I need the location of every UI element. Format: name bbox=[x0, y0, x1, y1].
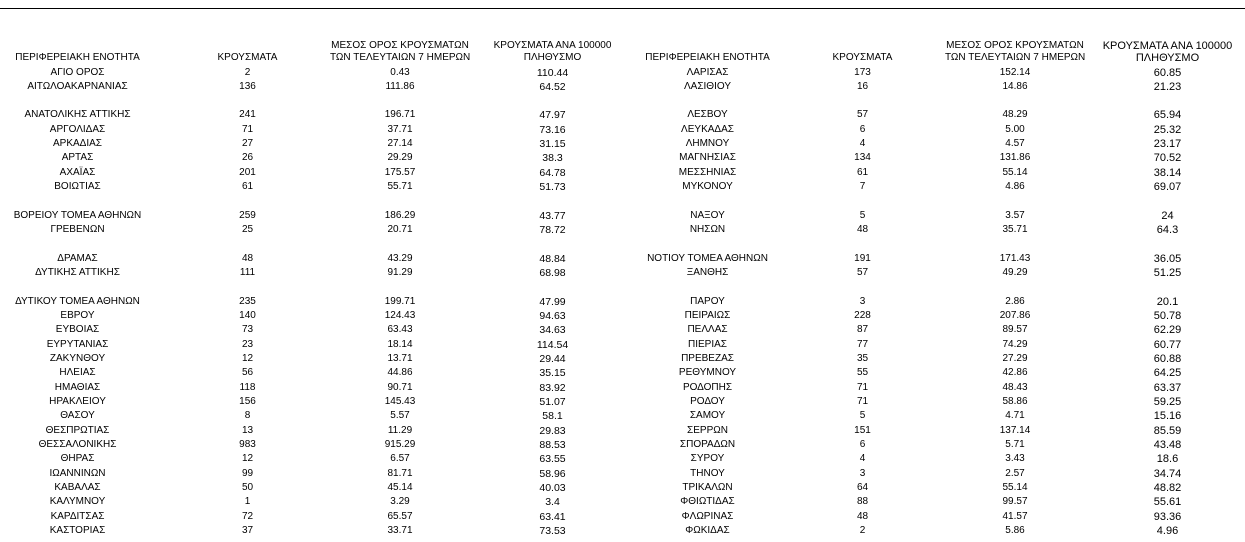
left-cases-value: 50 bbox=[241, 482, 254, 494]
right-region-name: ΜΥΚΟΝΟΥ bbox=[682, 181, 733, 193]
left-region-name: ΚΑΣΤΟΡΙΑΣ bbox=[49, 525, 106, 537]
table-row bbox=[0, 524, 1245, 538]
left-region-name: ΚΑΡΔΙΤΣΑΣ bbox=[50, 510, 105, 522]
left-region-name: ΒΟΙΩΤΙΑΣ bbox=[54, 181, 101, 193]
left-avg-value: 13.71 bbox=[387, 353, 413, 365]
right-cases-value: 173 bbox=[854, 66, 871, 78]
right-avg-value: 42.86 bbox=[1002, 367, 1028, 379]
right-region-name: ΣΑΜΟΥ bbox=[689, 410, 726, 422]
left-cases-value: 99 bbox=[241, 467, 254, 479]
table-row bbox=[0, 366, 1245, 380]
right-rate-value: 51.25 bbox=[1153, 267, 1182, 280]
left-region-name: ΑΝΑΤΟΛΙΚΗΣ ΑΤΤΙΚΗΣ bbox=[24, 109, 131, 121]
table-row bbox=[0, 381, 1245, 395]
left-cases-value: 48 bbox=[241, 252, 254, 264]
right-cases-value: 57 bbox=[856, 267, 869, 279]
table-row bbox=[0, 424, 1245, 438]
header-rate-line2: ΠΛΗΘΥΣΜΟ bbox=[1135, 52, 1200, 64]
right-rate-value: 70.52 bbox=[1153, 152, 1182, 165]
table-row bbox=[0, 166, 1245, 180]
right-region-name: ΜΑΓΝΗΣΙΑΣ bbox=[679, 152, 736, 164]
left-rate-value: 40.03 bbox=[539, 482, 566, 495]
right-rate-value: 64.25 bbox=[1153, 367, 1182, 380]
header-cases-right: ΚΡΟΥΣΜΑΤΑ bbox=[832, 52, 893, 63]
left-region-name: ΚΑΒΑΛΑΣ bbox=[54, 482, 101, 494]
table-row bbox=[0, 338, 1245, 352]
right-avg-value: 171.43 bbox=[999, 252, 1031, 264]
right-cases-value: 71 bbox=[856, 381, 869, 393]
right-rate-value: 18.6 bbox=[1156, 453, 1179, 466]
right-avg-value: 14.86 bbox=[1002, 80, 1028, 92]
left-cases-value: 27 bbox=[241, 138, 254, 150]
left-cases-value: 8 bbox=[244, 410, 251, 422]
right-region-name: ΝΟΤΙΟΥ ΤΟΜΕΑ ΑΘΗΝΩΝ bbox=[647, 252, 768, 264]
right-cases-value: 71 bbox=[856, 396, 869, 408]
left-region-name: ΗΡΑΚΛΕΙΟΥ bbox=[49, 396, 106, 408]
left-region-name: ΘΗΡΑΣ bbox=[60, 453, 95, 465]
right-region-name: ΛΕΣΒΟΥ bbox=[687, 109, 728, 121]
right-region-name: ΠΙΕΡΙΑΣ bbox=[688, 338, 727, 350]
right-avg-value: 5.00 bbox=[1005, 123, 1025, 135]
right-rate-value: 59.25 bbox=[1153, 396, 1182, 409]
right-avg-value: 48.29 bbox=[1002, 109, 1028, 121]
right-region-name: ΜΕΣΣΗΝΙΑΣ bbox=[678, 166, 737, 178]
right-avg-value: 5.71 bbox=[1005, 439, 1025, 451]
left-avg-value: 111.86 bbox=[385, 80, 415, 92]
header-region-right: ΠΕΡΙΦΕΡΕΙΑΚΗ ΕΝΟΤΗΤΑ bbox=[645, 52, 770, 63]
right-avg-value: 89.57 bbox=[1002, 324, 1028, 336]
right-rate-value: 50.78 bbox=[1153, 310, 1182, 323]
left-cases-value: 235 bbox=[239, 295, 256, 307]
right-rate-value: 20.1 bbox=[1156, 295, 1179, 308]
left-region-name: ΑΓΙΟ ΟΡΟΣ bbox=[50, 66, 105, 78]
right-cases-value: 16 bbox=[856, 80, 869, 92]
right-cases-value: 134 bbox=[854, 152, 871, 164]
left-rate-value: 58.96 bbox=[539, 467, 566, 480]
right-rate-value: 93.36 bbox=[1153, 510, 1182, 523]
right-avg-value: 4.57 bbox=[1005, 138, 1025, 150]
left-avg-value: 0.43 bbox=[390, 66, 410, 78]
left-region-name: ΙΩΑΝΝΙΝΩΝ bbox=[49, 467, 106, 479]
right-rate-value: 55.61 bbox=[1153, 496, 1182, 509]
right-region-name: ΠΡΕΒΕΖΑΣ bbox=[681, 353, 734, 365]
left-cases-value: 26 bbox=[241, 152, 254, 164]
left-rate-value: 51.07 bbox=[539, 396, 566, 409]
right-cases-value: 64 bbox=[856, 482, 869, 494]
right-rate-value: 85.59 bbox=[1153, 424, 1182, 437]
right-rate-value: 25.32 bbox=[1153, 123, 1182, 136]
right-avg-value: 55.14 bbox=[1002, 482, 1028, 494]
right-cases-value: 191 bbox=[854, 252, 871, 264]
right-avg-value: 4.86 bbox=[1005, 181, 1025, 193]
table-row bbox=[0, 80, 1245, 94]
left-rate-value: 78.72 bbox=[539, 224, 566, 237]
header-avg-right bbox=[945, 40, 1085, 64]
left-avg-value: 6.57 bbox=[390, 453, 410, 465]
right-rate-value: 48.82 bbox=[1153, 482, 1182, 495]
left-rate-value: 48.84 bbox=[539, 252, 566, 265]
left-cases-value: 1 bbox=[244, 496, 251, 508]
left-rate-value: 83.92 bbox=[539, 381, 566, 394]
right-cases-value: 3 bbox=[859, 467, 866, 479]
right-region-name: ΡΕΘΥΜΝΟΥ bbox=[678, 367, 737, 379]
left-region-name: ΑΡΤΑΣ bbox=[61, 152, 94, 164]
right-cases-value: 88 bbox=[856, 496, 869, 508]
left-rate-value: 64.52 bbox=[539, 80, 566, 93]
left-avg-value: 199.71 bbox=[384, 295, 416, 307]
left-region-name: ΖΑΚΥΝΘΟΥ bbox=[49, 353, 106, 365]
header-rate-right bbox=[1100, 40, 1235, 64]
left-rate-value: 29.44 bbox=[539, 353, 566, 366]
right-rate-value: 60.77 bbox=[1153, 338, 1182, 351]
right-cases-value: 228 bbox=[854, 310, 871, 322]
table-row bbox=[0, 309, 1245, 323]
table-row bbox=[0, 180, 1245, 194]
right-rate-value: 60.88 bbox=[1153, 353, 1182, 366]
table-row bbox=[0, 223, 1245, 237]
left-avg-value: 20.71 bbox=[387, 224, 413, 236]
left-region-name: ΔΡΑΜΑΣ bbox=[57, 252, 98, 264]
right-region-name: ΛΑΡΙΣΑΣ bbox=[686, 66, 729, 78]
table-row bbox=[0, 323, 1245, 337]
right-region-name: ΠΑΡΟΥ bbox=[690, 295, 725, 307]
right-rate-value: 43.48 bbox=[1153, 439, 1182, 452]
right-region-name: ΠΕΙΡΑΙΩΣ bbox=[684, 310, 731, 322]
left-avg-value: 33.71 bbox=[387, 525, 413, 537]
left-avg-value: 18.14 bbox=[387, 338, 413, 350]
left-rate-value: 63.55 bbox=[539, 453, 566, 466]
header-avg-left bbox=[330, 40, 470, 64]
left-avg-value: 29.29 bbox=[387, 152, 413, 164]
right-cases-value: 48 bbox=[856, 224, 869, 236]
left-rate-value: 64.78 bbox=[539, 166, 566, 179]
right-cases-value: 48 bbox=[856, 510, 869, 522]
left-cases-value: 73 bbox=[241, 324, 254, 336]
header-rate-line2: ΠΛΗΘΥΣΜΟ bbox=[523, 52, 582, 63]
right-rate-value: 15.16 bbox=[1153, 410, 1182, 423]
left-cases-value: 140 bbox=[239, 310, 256, 322]
left-rate-value: 88.53 bbox=[539, 439, 566, 452]
left-cases-value: 61 bbox=[241, 181, 254, 193]
right-avg-value: 2.57 bbox=[1005, 467, 1025, 479]
left-rate-value: 29.83 bbox=[539, 424, 566, 437]
left-avg-value: 43.29 bbox=[387, 252, 413, 264]
header-avg-line1: ΜΕΣΟΣ ΟΡΟΣ ΚΡΟΥΣΜΑΤΩΝ bbox=[331, 40, 469, 51]
table-row bbox=[0, 280, 1245, 294]
left-cases-value: 37 bbox=[241, 525, 254, 537]
table-row bbox=[0, 295, 1245, 309]
left-region-name: ΘΑΣΟΥ bbox=[60, 410, 95, 422]
right-region-name: ΛΑΣΙΘΙΟΥ bbox=[684, 80, 731, 92]
right-cases-value: 35 bbox=[856, 353, 869, 365]
left-region-name: ΗΛΕΙΑΣ bbox=[59, 367, 96, 379]
right-avg-value: 152.14 bbox=[999, 66, 1031, 78]
left-rate-value: 110.44 bbox=[536, 66, 569, 79]
table-row bbox=[0, 94, 1245, 108]
left-cases-value: 13 bbox=[241, 424, 254, 436]
right-region-name: ΞΑΝΘΗΣ bbox=[686, 267, 729, 279]
right-avg-value: 5.86 bbox=[1005, 525, 1025, 537]
table-row bbox=[0, 481, 1245, 495]
right-rate-value: 69.07 bbox=[1153, 181, 1182, 194]
right-cases-value: 87 bbox=[856, 324, 869, 336]
right-region-name: ΦΛΩΡΙΝΑΣ bbox=[681, 510, 734, 522]
left-rate-value: 94.63 bbox=[539, 310, 566, 323]
left-avg-value: 196.71 bbox=[384, 109, 416, 121]
right-cases-value: 2 bbox=[859, 525, 866, 537]
right-region-name: ΛΕΥΚΑΔΑΣ bbox=[681, 123, 734, 135]
left-region-name: ΕΥΡΥΤΑΝΙΑΣ bbox=[46, 338, 109, 350]
right-rate-value: 36.05 bbox=[1153, 252, 1182, 265]
right-rate-value: 62.29 bbox=[1153, 324, 1182, 337]
table-row bbox=[0, 266, 1245, 280]
left-avg-value: 91.29 bbox=[387, 267, 413, 279]
right-avg-value: 48.43 bbox=[1002, 381, 1028, 393]
right-region-name: ΡΟΔΟΥ bbox=[690, 396, 725, 408]
left-rate-value: 73.16 bbox=[539, 123, 566, 136]
left-avg-value: 915.29 bbox=[384, 439, 416, 451]
left-avg-value: 11.29 bbox=[387, 424, 413, 436]
right-avg-value: 49.29 bbox=[1002, 267, 1028, 279]
left-cases-value: 23 bbox=[241, 338, 254, 350]
right-avg-value: 2.86 bbox=[1005, 295, 1025, 307]
left-cases-value: 136 bbox=[239, 80, 256, 92]
left-region-name: ΒΟΡΕΙΟΥ ΤΟΜΕΑ ΑΘΗΝΩΝ bbox=[13, 209, 142, 221]
left-rate-value: 34.63 bbox=[539, 324, 566, 337]
table-row bbox=[0, 237, 1245, 251]
left-avg-value: 81.71 bbox=[387, 467, 413, 479]
right-cases-value: 3 bbox=[859, 295, 866, 307]
right-cases-value: 55 bbox=[856, 367, 869, 379]
left-rate-value: 68.98 bbox=[539, 267, 566, 280]
right-region-name: ΣΕΡΡΩΝ bbox=[687, 424, 728, 436]
table-row bbox=[0, 467, 1245, 481]
left-rate-value: 35.15 bbox=[539, 367, 566, 380]
left-cases-value: 71 bbox=[241, 123, 254, 135]
left-region-name: ΘΕΣΣΑΛΟΝΙΚΗΣ bbox=[38, 439, 117, 451]
right-rate-value: 63.37 bbox=[1153, 381, 1182, 394]
right-avg-value: 207.86 bbox=[999, 310, 1031, 322]
right-rate-value: 65.94 bbox=[1153, 109, 1182, 122]
left-rate-value: 63.41 bbox=[539, 510, 566, 523]
left-avg-value: 124.43 bbox=[384, 310, 416, 322]
table-row bbox=[0, 510, 1245, 524]
left-cases-value: 111 bbox=[239, 267, 256, 279]
table-row bbox=[0, 409, 1245, 423]
right-avg-value: 55.14 bbox=[1002, 166, 1028, 178]
right-avg-value: 58.86 bbox=[1002, 396, 1028, 408]
left-region-name: ΔΥΤΙΚΟΥ ΤΟΜΕΑ ΑΘΗΝΩΝ bbox=[15, 295, 140, 307]
left-avg-value: 90.71 bbox=[387, 381, 413, 393]
left-avg-value: 27.14 bbox=[387, 138, 413, 150]
left-region-name: ΕΒΡΟΥ bbox=[60, 310, 95, 322]
left-rate-value: 51.73 bbox=[539, 181, 566, 194]
table-row bbox=[0, 209, 1245, 223]
top-border bbox=[0, 8, 1245, 9]
left-avg-value: 55.71 bbox=[387, 181, 413, 193]
left-rate-value: 38.3 bbox=[542, 152, 563, 165]
left-avg-value: 65.57 bbox=[387, 510, 413, 522]
right-region-name: ΤΗΝΟΥ bbox=[690, 467, 725, 479]
table-row bbox=[0, 194, 1245, 208]
left-avg-value: 63.43 bbox=[387, 324, 413, 336]
right-avg-value: 4.71 bbox=[1005, 410, 1025, 422]
right-rate-value: 24 bbox=[1161, 209, 1174, 222]
left-cases-value: 12 bbox=[241, 353, 254, 365]
right-region-name: ΡΟΔΟΠΗΣ bbox=[682, 381, 733, 393]
left-region-name: ΓΡΕΒΕΝΩΝ bbox=[50, 224, 105, 236]
right-region-name: ΝΑΞΟΥ bbox=[690, 209, 725, 221]
left-region-name: ΑΡΚΑΔΙΑΣ bbox=[53, 138, 102, 150]
table-row bbox=[0, 66, 1245, 80]
right-cases-value: 77 bbox=[856, 338, 869, 350]
table-row bbox=[0, 252, 1245, 266]
header-avg-line2: ΤΩΝ ΤΕΛΕΥΤΑΙΩΝ 7 ΗΜΕΡΩΝ bbox=[330, 52, 471, 63]
right-cases-value: 7 bbox=[859, 181, 866, 193]
left-rate-value: 114.54 bbox=[536, 338, 569, 351]
right-cases-value: 61 bbox=[856, 166, 869, 178]
table-row bbox=[0, 123, 1245, 137]
left-cases-value: 156 bbox=[239, 396, 256, 408]
left-cases-value: 259 bbox=[239, 209, 256, 221]
left-cases-value: 983 bbox=[239, 439, 256, 451]
right-rate-value: 4.96 bbox=[1156, 525, 1179, 538]
left-avg-value: 145.43 bbox=[384, 396, 416, 408]
left-avg-value: 5.57 bbox=[390, 410, 410, 422]
left-avg-value: 45.14 bbox=[387, 482, 413, 494]
left-region-name: ΑΙΤΩΛΟΑΚΑΡΝΑΝΙΑΣ bbox=[27, 80, 128, 92]
right-avg-value: 131.86 bbox=[999, 152, 1031, 164]
right-region-name: ΦΘΙΩΤΙΔΑΣ bbox=[680, 496, 735, 508]
left-rate-value: 58.1 bbox=[542, 410, 563, 423]
right-rate-value: 34.74 bbox=[1153, 467, 1182, 480]
left-avg-value: 44.86 bbox=[387, 367, 413, 379]
left-avg-value: 186.29 bbox=[384, 209, 416, 221]
left-region-name: ΔΥΤΙΚΗΣ ΑΤΤΙΚΗΣ bbox=[35, 267, 120, 279]
right-region-name: ΣΥΡΟΥ bbox=[690, 453, 725, 465]
left-rate-value: 47.97 bbox=[539, 109, 566, 122]
left-avg-value: 37.71 bbox=[387, 123, 413, 135]
right-avg-value: 74.29 bbox=[1002, 338, 1028, 350]
left-rate-value: 3.4 bbox=[545, 496, 560, 509]
header-region-left: ΠΕΡΙΦΕΡΕΙΑΚΗ ΕΝΟΤΗΤΑ bbox=[15, 52, 140, 63]
left-region-name: ΗΜΑΘΙΑΣ bbox=[54, 381, 101, 393]
right-avg-value: 137.14 bbox=[999, 424, 1031, 436]
right-cases-value: 57 bbox=[856, 109, 869, 121]
header-cases-left: ΚΡΟΥΣΜΑΤΑ bbox=[217, 52, 278, 63]
left-region-name: ΘΕΣΠΡΩΤΙΑΣ bbox=[45, 424, 110, 436]
header-rate-line1: ΚΡΟΥΣΜΑΤΑ ΑΝΑ 100000 bbox=[493, 40, 612, 51]
table-row bbox=[0, 495, 1245, 509]
table-row bbox=[0, 452, 1245, 466]
right-rate-value: 21.23 bbox=[1153, 80, 1182, 93]
table-row bbox=[0, 395, 1245, 409]
right-region-name: ΝΗΣΩΝ bbox=[689, 224, 726, 236]
right-cases-value: 6 bbox=[859, 439, 866, 451]
table-row bbox=[0, 137, 1245, 151]
left-cases-value: 56 bbox=[241, 367, 254, 379]
right-avg-value: 3.43 bbox=[1005, 453, 1025, 465]
left-rate-value: 43.77 bbox=[539, 209, 566, 222]
left-rate-value: 31.15 bbox=[539, 138, 566, 151]
table-row bbox=[0, 108, 1245, 122]
left-rate-value: 73.53 bbox=[539, 525, 566, 538]
left-region-name: ΕΥΒΟΙΑΣ bbox=[55, 324, 100, 336]
table-row bbox=[0, 151, 1245, 165]
left-cases-value: 12 bbox=[241, 453, 254, 465]
left-cases-value: 201 bbox=[239, 166, 256, 178]
right-region-name: ΣΠΟΡΑΔΩΝ bbox=[679, 439, 736, 451]
right-region-name: ΠΕΛΛΑΣ bbox=[687, 324, 728, 336]
right-cases-value: 4 bbox=[859, 453, 866, 465]
right-rate-value: 60.85 bbox=[1153, 66, 1182, 79]
right-cases-value: 5 bbox=[859, 410, 866, 422]
right-cases-value: 4 bbox=[859, 138, 866, 150]
right-cases-value: 151 bbox=[854, 424, 871, 436]
right-region-name: ΤΡΙΚΑΛΩΝ bbox=[682, 482, 733, 494]
left-cases-value: 25 bbox=[241, 224, 254, 236]
header-rate-line1: ΚΡΟΥΣΜΑΤΑ ΑΝΑ 100000 bbox=[1102, 40, 1233, 52]
left-region-name: ΑΧΑΪΑΣ bbox=[59, 166, 96, 178]
right-rate-value: 38.14 bbox=[1153, 166, 1182, 179]
left-cases-value: 241 bbox=[239, 109, 256, 121]
left-cases-value: 2 bbox=[244, 66, 251, 78]
right-rate-value: 23.17 bbox=[1153, 138, 1182, 151]
table-row bbox=[0, 438, 1245, 452]
right-rate-value: 64.3 bbox=[1156, 224, 1179, 237]
left-rate-value: 47.99 bbox=[539, 295, 566, 308]
left-cases-value: 118 bbox=[239, 381, 256, 393]
right-avg-value: 3.57 bbox=[1005, 209, 1025, 221]
right-avg-value: 35.71 bbox=[1002, 224, 1028, 236]
left-cases-value: 72 bbox=[241, 510, 254, 522]
right-region-name: ΛΗΜΝΟΥ bbox=[685, 138, 730, 150]
right-cases-value: 6 bbox=[859, 123, 866, 135]
header-rate-left bbox=[485, 40, 620, 64]
left-avg-value: 175.57 bbox=[384, 166, 416, 178]
header-avg-line2: ΤΩΝ ΤΕΛΕΥΤΑΙΩΝ 7 ΗΜΕΡΩΝ bbox=[945, 52, 1086, 63]
table-row bbox=[0, 352, 1245, 366]
right-avg-value: 41.57 bbox=[1002, 510, 1028, 522]
right-avg-value: 27.29 bbox=[1002, 353, 1028, 365]
left-avg-value: 3.29 bbox=[390, 496, 410, 508]
right-cases-value: 5 bbox=[859, 209, 866, 221]
right-region-name: ΦΩΚΙΔΑΣ bbox=[685, 525, 730, 537]
right-avg-value: 99.57 bbox=[1002, 496, 1028, 508]
left-region-name: ΑΡΓΟΛΙΔΑΣ bbox=[49, 123, 106, 135]
left-region-name: ΚΑΛΥΜΝΟΥ bbox=[49, 496, 106, 508]
header-avg-line1: ΜΕΣΟΣ ΟΡΟΣ ΚΡΟΥΣΜΑΤΩΝ bbox=[946, 40, 1084, 51]
